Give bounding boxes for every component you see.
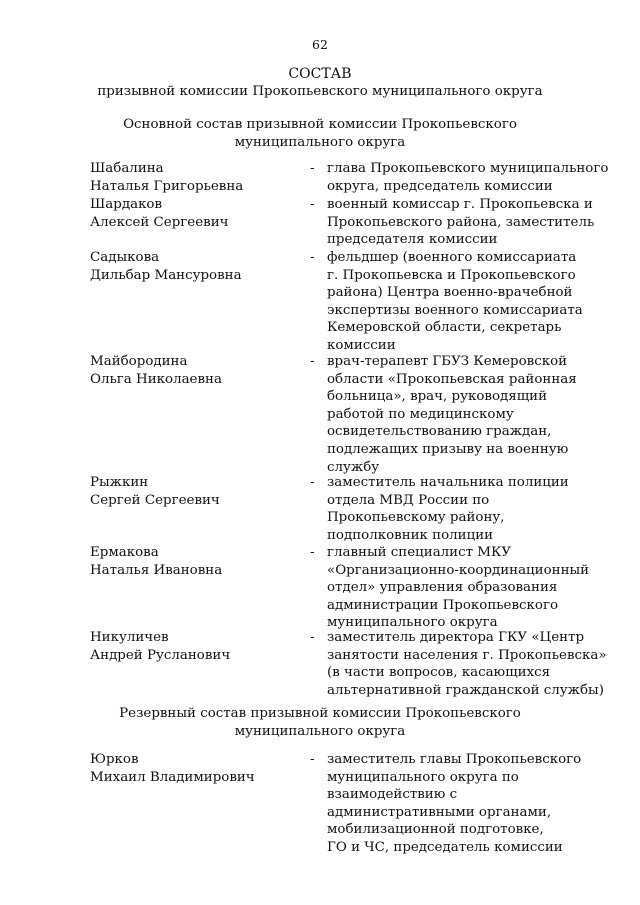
- role-line: мобилизационной подготовке,: [327, 822, 544, 838]
- member-role: [327, 353, 597, 476]
- member-name: [90, 474, 300, 509]
- reserve-section-heading-line: муниципального округа: [234, 724, 406, 739]
- role-line: Прокопьевского района, заместитель: [327, 214, 595, 230]
- role-line: администрации Прокопьевского: [327, 597, 559, 613]
- member-surname: Никуличев: [90, 630, 169, 645]
- member-role: [327, 751, 597, 857]
- role-line: округа, председатель комиссии: [327, 178, 553, 194]
- document-title: СОСТАВ: [288, 66, 352, 82]
- reserve-section-heading: [0, 705, 640, 741]
- role-line: (в части вопросов, касающихся: [327, 665, 551, 681]
- member-name: [90, 249, 300, 284]
- member-given-names: Алексей Сергеевич: [90, 214, 229, 230]
- role-line: г. Прокопьевска и Прокопьевского: [327, 267, 576, 283]
- member-dash: -: [310, 752, 315, 767]
- role-line: района) Центра военно-врачебной: [327, 285, 573, 301]
- role-line: муниципального округа: [327, 615, 498, 631]
- role-line: заместитель начальника полиции: [327, 475, 569, 490]
- role-line: фельдшер (военного комиссариата: [327, 250, 577, 265]
- role-line: ГО и ЧС, председатель комиссии: [327, 839, 563, 855]
- member-surname: Рыжкин: [90, 475, 149, 490]
- role-line: «Организационно-координационный: [327, 562, 590, 578]
- document-subtitle: призывной комиссии Прокопьевского муниципального округа: [97, 84, 543, 99]
- role-line: муниципального округа по: [327, 769, 519, 785]
- member-surname: Юрков: [90, 752, 139, 767]
- role-line: занятости населения г. Прокопьевска»: [327, 647, 607, 663]
- main-section-heading-line: муниципального округа: [234, 135, 406, 150]
- role-line: отдел» управления образования: [327, 580, 558, 596]
- role-line: заместитель главы Прокопьевского: [327, 752, 582, 767]
- role-line: больница», врач, руководящий: [327, 389, 548, 405]
- role-line: военный комиссар г. Прокопьевска и: [327, 197, 593, 212]
- member-surname: Шабалина: [90, 161, 164, 176]
- member-name: [90, 196, 300, 231]
- member-dash: -: [310, 161, 315, 176]
- member-given-names: Наталья Ивановна: [90, 562, 223, 578]
- role-line: административными органами,: [327, 804, 552, 820]
- role-line: взаимодействию с: [327, 787, 458, 803]
- role-line: главный специалист МКУ: [327, 545, 512, 560]
- member-name: [90, 629, 300, 664]
- role-line: глава Прокопьевского муниципального: [327, 161, 609, 176]
- member-surname: Шардаков: [90, 197, 163, 212]
- member-surname: Майбородина: [90, 354, 188, 369]
- role-line: службу: [327, 459, 380, 475]
- reserve-section-heading-line: Резервный состав призывной комиссии Прокопьевского: [119, 706, 521, 721]
- role-line: отдела МВД России по: [327, 492, 490, 508]
- member-given-names: Михаил Владимирович: [90, 769, 255, 785]
- member-role: [327, 629, 607, 699]
- member-name: [90, 160, 300, 195]
- role-line: области «Прокопьевская районная: [327, 371, 577, 387]
- member-role: [327, 160, 609, 195]
- role-line: врач-терапевт ГБУЗ Кемеровской: [327, 354, 568, 369]
- member-role: [327, 196, 597, 249]
- role-line: Кемеровской области, секретарь: [327, 320, 562, 336]
- member-dash: -: [310, 354, 315, 369]
- member-given-names: Дильбар Мансуровна: [90, 267, 242, 283]
- member-dash: -: [310, 475, 315, 490]
- member-dash: -: [310, 545, 315, 560]
- member-dash: -: [310, 630, 315, 645]
- role-line: работой по медицинскому: [327, 406, 514, 422]
- member-name: [90, 751, 300, 786]
- role-line: альтернативной гражданской службы): [327, 682, 604, 698]
- member-given-names: Сергей Сергеевич: [90, 492, 220, 508]
- member-name: [90, 353, 300, 388]
- member-surname: Садыкова: [90, 250, 160, 265]
- member-given-names: Наталья Григорьевна: [90, 178, 244, 194]
- member-given-names: Ольга Николаевна: [90, 371, 222, 387]
- role-line: подполковник полиции: [327, 527, 494, 543]
- page-number: 62: [312, 37, 328, 52]
- role-line: комиссии: [327, 337, 396, 353]
- role-line: подлежащих призыву на военную: [327, 441, 569, 457]
- member-dash: -: [310, 197, 315, 212]
- member-role: [327, 474, 597, 544]
- role-line: председателя комиссии: [327, 232, 498, 248]
- role-line: освидетельствованию граждан,: [327, 424, 552, 440]
- member-given-names: Андрей Русланович: [90, 647, 231, 663]
- member-role: [327, 249, 597, 355]
- member-name: [90, 544, 300, 579]
- role-line: заместитель директора ГКУ «Центр: [327, 630, 585, 645]
- role-line: экспертизы военного комиссариата: [327, 302, 583, 318]
- role-line: Прокопьевскому району,: [327, 510, 505, 526]
- main-section-heading-line: Основной состав призывной комиссии Прокопьевского: [123, 117, 517, 132]
- member-dash: -: [310, 250, 315, 265]
- member-role: [327, 544, 597, 632]
- main-section-heading: [0, 116, 640, 152]
- member-surname: Ермакова: [90, 545, 159, 560]
